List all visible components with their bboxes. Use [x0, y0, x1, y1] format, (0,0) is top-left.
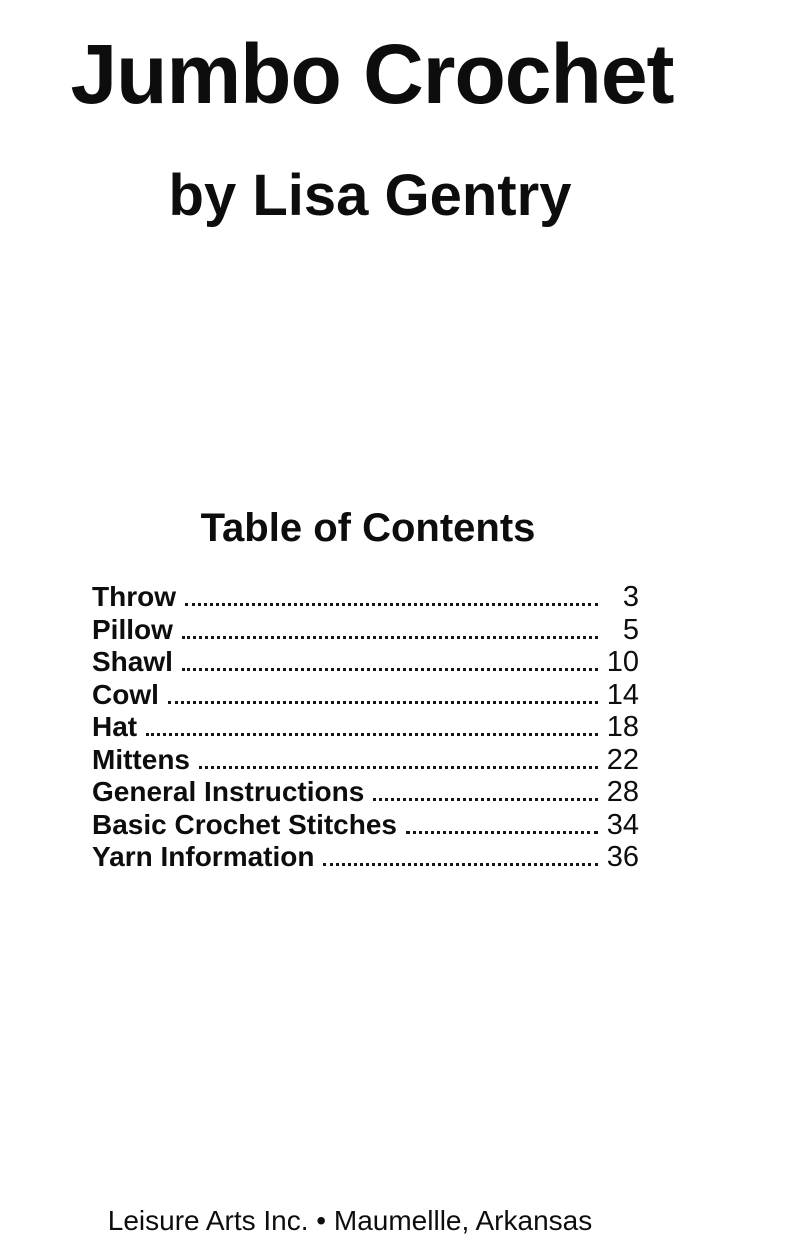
toc-row	[92, 776, 639, 809]
toc-dot-leader	[168, 701, 598, 704]
toc-entry-label: Basic Crochet Stitches	[92, 808, 397, 840]
toc-entry-page: 18	[606, 711, 639, 743]
toc-entry-label: General Instructions	[92, 776, 365, 807]
toc-row	[92, 809, 639, 842]
toc-row	[92, 614, 639, 647]
toc-entry-label: Mittens	[92, 743, 190, 775]
toc-row	[92, 744, 639, 777]
toc-entry-label: Yarn Information	[92, 841, 315, 872]
toc-dot-leader	[323, 863, 598, 866]
toc-row	[92, 841, 639, 874]
toc-dot-leader	[182, 668, 598, 671]
toc-list	[92, 581, 639, 874]
toc-dot-leader	[373, 798, 598, 801]
toc-dot-leader	[146, 733, 598, 736]
book-author: by Lisa Gentry	[168, 163, 572, 228]
toc-entry-page: 36	[606, 841, 639, 873]
toc-entry-page: 14	[606, 678, 639, 711]
toc-entry-page: 34	[606, 808, 639, 841]
toc-row	[92, 646, 639, 679]
toc-entry-page: 10	[606, 646, 639, 678]
toc-dot-leader	[199, 766, 598, 769]
toc-heading: Table of Contents	[200, 506, 536, 550]
toc-dot-leader	[182, 636, 598, 639]
toc-entry-label: Hat	[92, 711, 138, 742]
toc-entry-page: 3	[622, 581, 639, 613]
toc-entry-label: Pillow	[92, 613, 173, 645]
toc-dot-leader	[185, 603, 598, 606]
book-title: Jumbo Crochet	[70, 27, 674, 121]
toc-row	[92, 679, 639, 712]
toc-entry-page: 22	[606, 743, 639, 776]
toc-row	[92, 711, 639, 744]
toc-entry-label: Shawl	[92, 646, 173, 677]
toc-entry-page: 28	[606, 776, 639, 808]
toc-dot-leader	[406, 831, 598, 834]
toc-entry-label: Cowl	[92, 678, 159, 710]
toc-row	[92, 581, 639, 614]
toc-entry-label: Throw	[92, 581, 176, 612]
publisher-footer: Leisure Arts Inc. • Maumellle, Arkansas	[107, 1205, 593, 1236]
toc-entry-page: 5	[622, 613, 639, 646]
